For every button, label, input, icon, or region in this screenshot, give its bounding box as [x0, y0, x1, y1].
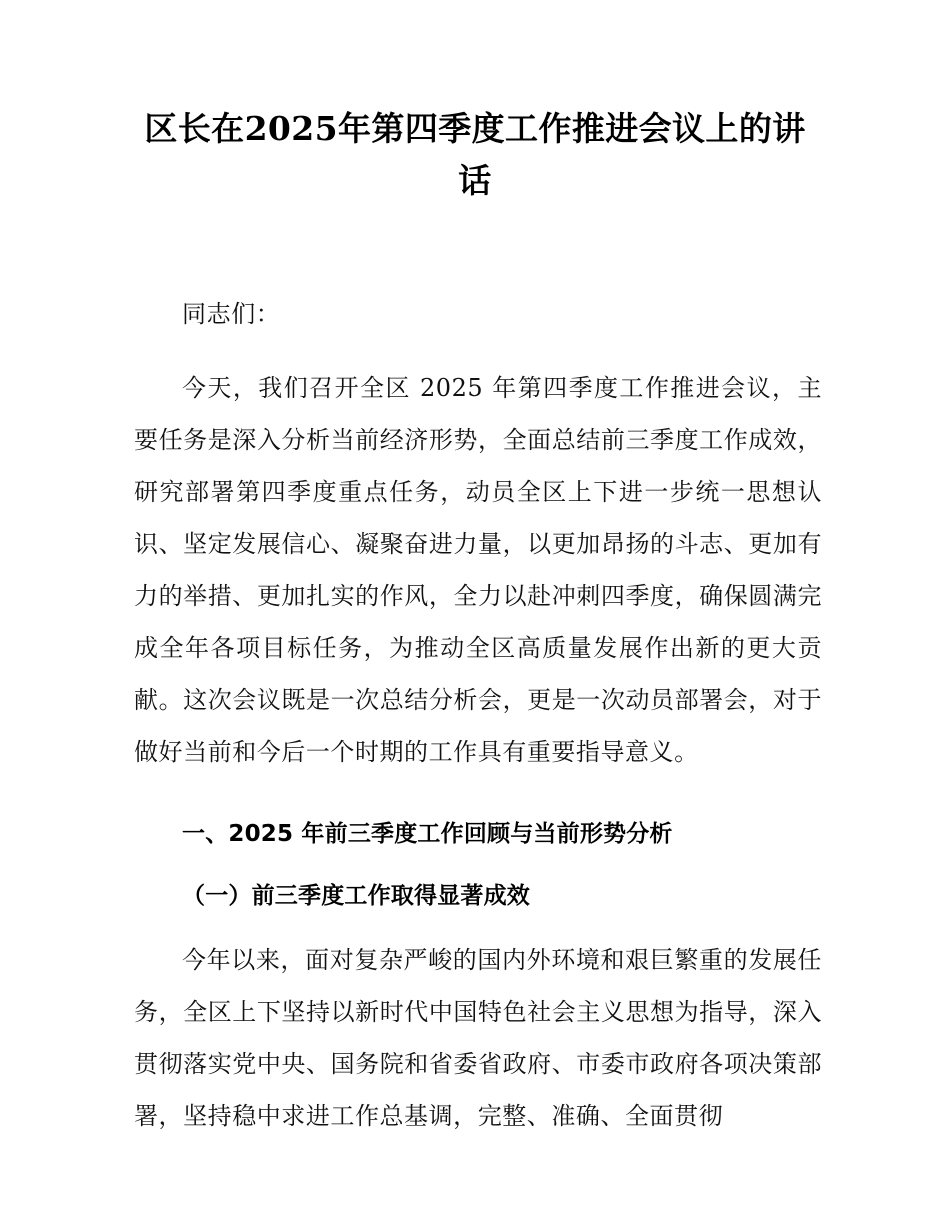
spacer-after-heading-1	[134, 860, 822, 870]
spacer-before-heading-1	[134, 778, 822, 808]
paragraph-achievements: 今年以来，面对复杂严峻的国内外环境和艰巨繁重的发展任务，全区上下坚持以新时代中国特色社会主义思想为指导，深入贯彻落实党中央、国务院和省委省政府、市委市政府各项决策部署，坚持稳中求进工作总基调，完整、准确、全面贯彻	[134, 946, 822, 1130]
document-title: 区长在2025年第四季度工作推进会议上的讲话	[144, 109, 806, 200]
section-heading-one: 一、2025 年前三季度工作回顾与当前形势分析	[182, 821, 673, 847]
subsection-heading-one-a: （一）前三季度工作取得显著成效	[182, 883, 530, 909]
salutation: 同志们：	[182, 300, 281, 328]
paragraph-intro: 今天，我们召开全区 2025 年第四季度工作推进会议，主要任务是深入分析当前经济形势，全面总结前三季度工作成效，研究部署第四季度重点任务，动员全区上下进一步统一思想认识、坚定发展信心、凝聚奋进力量，以更加昂扬的斗志、更加有力的举措、更加扎实的作风，全力以赴冲刺四季度，确保圆满完成全年各项目标任务，为推动全区高质量发展作出新的更大贡献。这次会议既是一次总结分析会，更是一次动员部署会，对于做好当前和今后一个时期的工作具有重要指导意义。	[134, 374, 822, 766]
spacer-after-heading-2	[134, 922, 822, 934]
spacer-after-salutation	[134, 340, 822, 362]
document-body	[134, 288, 822, 1142]
